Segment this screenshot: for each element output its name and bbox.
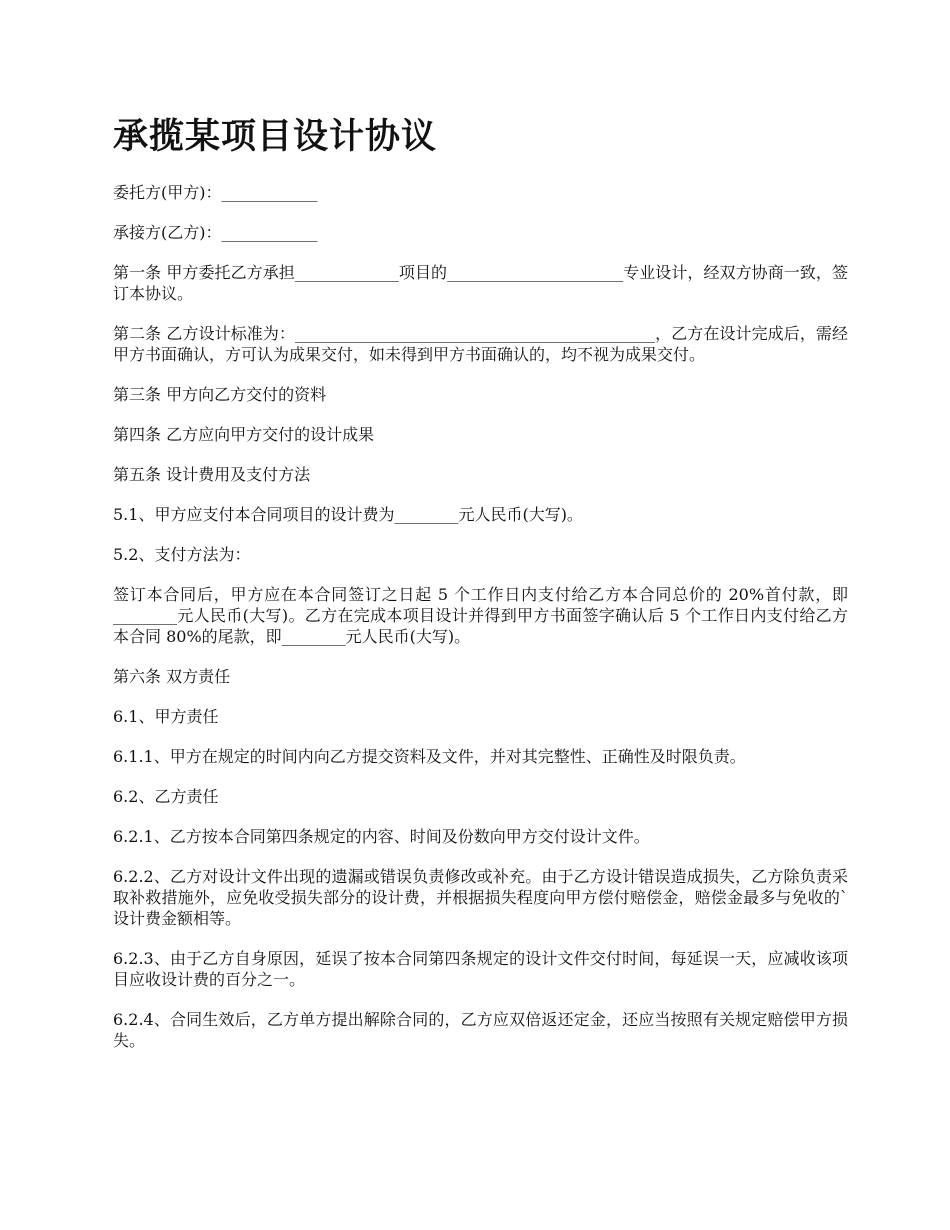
document-title: 承揽某项目设计协议 [113,117,438,157]
clause-5-1: 5.1、甲方应支付本合同项目的设计费为________元人民币(大写)。 [113,505,583,524]
party-b-line: 承接方(乙方)：____________ [113,223,318,242]
article-5-heading: 第五条 设计费用及支付方法 [113,465,311,484]
clause-5-2: 5.2、支付方法为： [113,545,251,564]
payment-terms: 签订本合同后，甲方应在本合同签订之日起 5 个工作日内支付给乙方本合同总价的 20%首付款，即________元人民币(大写)。乙方在完成本项目设计并得到甲方书面签字确认后 5 个工作日内支付给乙方本合同 80%的尾款，即________元人民币(大写)。 [113,585,848,646]
clause-6-1: 6.1、甲方责任 [113,707,219,726]
document-page [113,112,848,1070]
clause-6-2-4: 6.2.4、合同生效后，乙方单方提出解除合同的，乙方应双倍返还定金，还应当按照有关规定赔偿甲方损失。 [113,1010,848,1050]
article-2: 第二条 乙方设计标准为：_____________________________________________，乙方在设计完成后，需经甲方书面确认，方可认为成果交付，如未得到甲方书面确认的，均不视为成果交付。 [113,324,848,364]
clause-6-1-1: 6.1.1、甲方在规定的时间内向乙方提交资料及文件，并对其完整性、正确性及时限负责。 [113,747,746,766]
article-4-heading: 第四条 乙方应向甲方交付的设计成果 [113,425,375,444]
article-1: 第一条 甲方委托乙方承担_____________项目的______________________专业设计，经双方协商一致，签订本协议。 [113,263,848,303]
article-6-heading: 第六条 双方责任 [113,667,231,686]
clause-6-2-3: 6.2.3、由于乙方自身原因，延误了按本合同第四条规定的设计文件交付时间，每延误一天，应减收该项目应收设计费的百分之一。 [113,949,848,989]
clause-6-2-2: 6.2.2、乙方对设计文件出现的遗漏或错误负责修改或补充。由于乙方设计错误造成损失，乙方除负责采取补救措施外，应免收受损失部分的设计费，并根据损失程度向甲方偿付赔偿金，赔偿金最多与免收的`设计费金额相等。 [113,867,848,928]
party-a-line: 委托方(甲方)：____________ [113,183,318,202]
clause-6-2: 6.2、乙方责任 [113,787,219,806]
article-3-heading: 第三条 甲方向乙方交付的资料 [113,385,327,404]
clause-6-2-1: 6.2.1、乙方按本合同第四条规定的内容、时间及份数向甲方交付设计文件。 [113,827,650,846]
